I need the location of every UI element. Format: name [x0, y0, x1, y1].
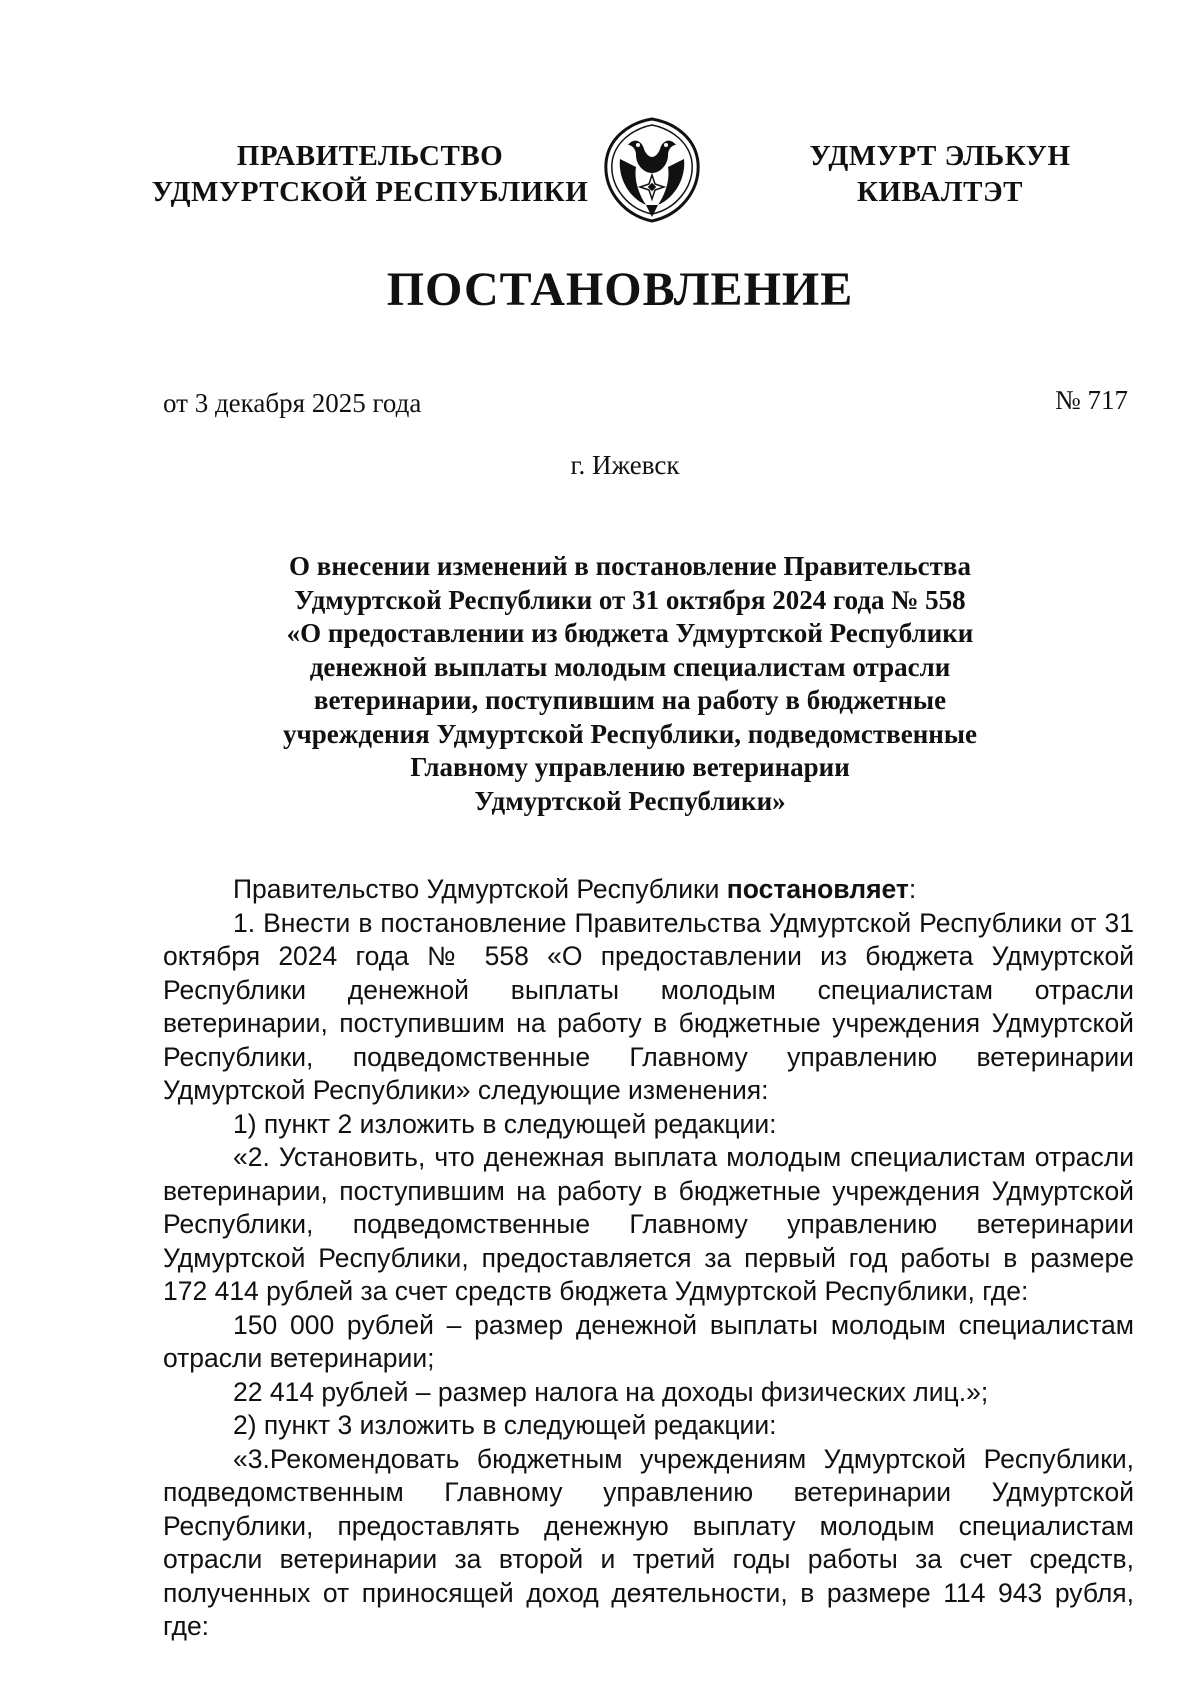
title-line: Удмуртской Республики от 31 октября 2024 года № 558	[294, 584, 966, 615]
resolution-title	[230, 550, 1030, 818]
title-line: Главному управлению ветеринарии	[410, 752, 850, 782]
body-paragraph: 150 000 рублей – размер денежной выплаты молодым специалистам отрасли ветеринарии;	[163, 1309, 1134, 1373]
udmurt-coat-of-arms-icon	[598, 115, 706, 225]
title-line: учреждения Удмуртской Республики, подведомственные	[283, 718, 977, 749]
resolution-body	[163, 873, 1134, 1644]
document-type-title: ПОСТАНОВЛЕНИЕ	[386, 263, 854, 316]
body-paragraph: «2. Установить, что денежная выплата молодым специалистам отрасли ветеринарии, поступившим на работу в бюджетные учреждения Удмуртской Республики, подведомственные Главному управлению ветеринарии Удмуртской Республики, предоставляется за первый год работы в размере 172 414 рублей за счет средств бюджета Удмуртской Республики, где:	[163, 1142, 1134, 1306]
header-left	[150, 138, 590, 210]
header-left-line2: УДМУРТСКОЙ РЕСПУБЛИКИ	[151, 176, 589, 208]
body-paragraph: 1) пункт 2 изложить в следующей редакции:	[233, 1108, 777, 1139]
preamble-tail: :	[908, 874, 917, 904]
document-date: от 3 декабря 2025 года	[163, 388, 422, 418]
preamble-bold-verb: постановляет	[726, 874, 909, 904]
header-right-line2: КИВАЛТЭТ	[856, 176, 1023, 208]
header-left-line1: ПРАВИТЕЛЬСТВО	[236, 140, 504, 172]
title-line: денежной выплаты молодым специалистам отрасли	[309, 651, 951, 682]
document-city: г. Ижевск	[570, 450, 680, 480]
header-right	[790, 138, 1090, 210]
body-paragraph: 2) пункт 3 изложить в следующей редакции:	[233, 1410, 777, 1440]
title-line: О внесении изменений в постановление Правительства	[289, 551, 971, 581]
body-paragraph: 1. Внести в постановление Правительства Удмуртской Республики от 31 октября 2024 года № 558 «О предоставлении из бюджета Удмуртской Республики денежной выплаты молодым специалистам отрасли ветеринарии, поступившим на работу в бюджетные учреждения Удмуртской Республики, подведомственные Главному управлению ветеринарии Удмуртской Республики» следующие изменения:	[163, 907, 1134, 1105]
body-paragraph: «3.Рекомендовать бюджетным учреждениям Удмуртской Республики, подведомственным Главному управлению ветеринарии Удмуртской Республики, предоставлять денежную выплату молодым специалистам отрасли ветеринарии за второй и третий годы работы за счет средств, полученных от приносящей доход деятельности, в размере 114 943 рубля, где:	[163, 1443, 1134, 1641]
title-line: Удмуртской Республики»	[474, 785, 786, 816]
preamble-text: Правительство Удмуртской Республики	[233, 874, 727, 904]
document-number: № 717	[1054, 385, 1128, 415]
header-right-line1: УДМУРТ ЭЛЬКУН	[809, 140, 1071, 172]
preamble-paragraph	[163, 873, 1134, 907]
title-line: «О предоставлении из бюджета Удмуртской Республики	[286, 618, 974, 648]
body-paragraph: 22 414 рублей – размер налога на доходы физических лиц.»;	[233, 1376, 989, 1407]
title-line: ветеринарии, поступившим на работу в бюджетные	[313, 685, 947, 715]
